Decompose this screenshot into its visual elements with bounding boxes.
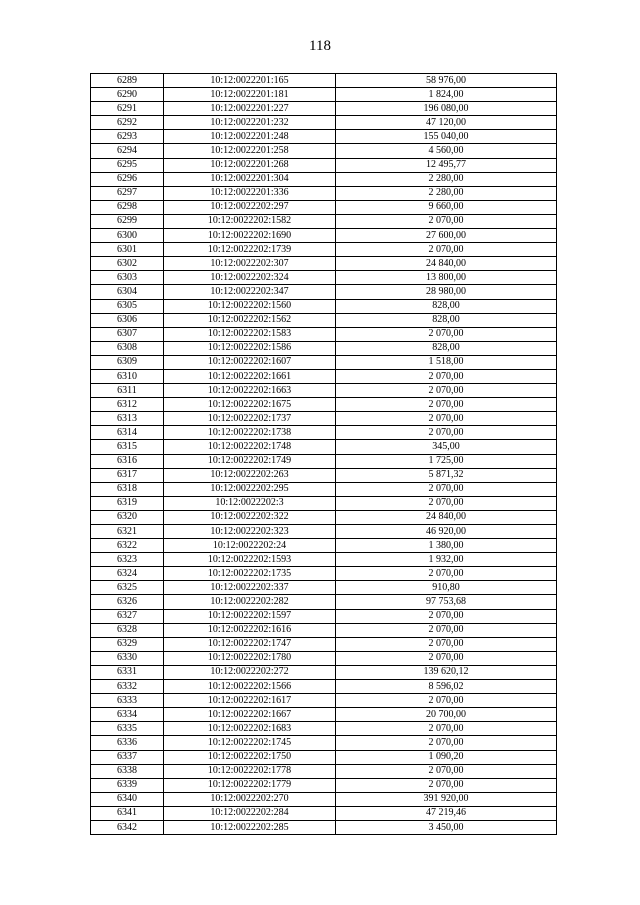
cadastral-number-cell: 10:12:0022202:1597	[164, 609, 336, 623]
cadastral-number-cell: 10:12:0022202:1745	[164, 736, 336, 750]
table-row	[91, 158, 557, 172]
row-number-cell: 6302	[91, 257, 164, 271]
cadastral-value-cell: 2 070,00	[336, 243, 557, 257]
cadastral-value-cell: 9 660,00	[336, 200, 557, 214]
cadastral-value-cell: 2 070,00	[336, 482, 557, 496]
table-row	[91, 313, 557, 327]
cadastral-number-cell: 10:12:0022202:272	[164, 665, 336, 679]
row-number-cell: 6312	[91, 398, 164, 412]
cadastral-value-cell: 2 070,00	[336, 384, 557, 398]
row-number-cell: 6327	[91, 609, 164, 623]
cadastral-value-cell: 155 040,00	[336, 130, 557, 144]
cadastral-value-cell: 2 070,00	[336, 426, 557, 440]
table-row	[91, 595, 557, 609]
row-number-cell: 6338	[91, 764, 164, 778]
table-row	[91, 200, 557, 214]
row-number-cell: 6291	[91, 102, 164, 116]
cadastral-value-cell: 8 596,02	[336, 680, 557, 694]
row-number-cell: 6301	[91, 243, 164, 257]
cadastral-value-cell: 24 840,00	[336, 257, 557, 271]
cadastral-number-cell: 10:12:0022201:232	[164, 116, 336, 130]
cadastral-number-cell: 10:12:0022202:1747	[164, 637, 336, 651]
cadastral-value-cell: 2 280,00	[336, 186, 557, 200]
cadastral-number-cell: 10:12:0022202:1778	[164, 764, 336, 778]
table-row	[91, 553, 557, 567]
cadastral-number-cell: 10:12:0022202:1607	[164, 355, 336, 369]
row-number-cell: 6331	[91, 665, 164, 679]
cadastral-value-cell: 2 070,00	[336, 694, 557, 708]
row-number-cell: 6341	[91, 806, 164, 820]
cadastral-number-cell: 10:12:0022202:1562	[164, 313, 336, 327]
row-number-cell: 6330	[91, 651, 164, 665]
cadastral-number-cell: 10:12:0022202:347	[164, 285, 336, 299]
row-number-cell: 6332	[91, 680, 164, 694]
cadastral-number-cell: 10:12:0022202:1750	[164, 750, 336, 764]
row-number-cell: 6311	[91, 384, 164, 398]
cadastral-value-cell: 1 090,20	[336, 750, 557, 764]
table-row	[91, 525, 557, 539]
row-number-cell: 6295	[91, 158, 164, 172]
cadastral-number-cell: 10:12:0022202:1675	[164, 398, 336, 412]
row-number-cell: 6313	[91, 412, 164, 426]
table-row	[91, 496, 557, 510]
cadastral-number-cell: 10:12:0022202:24	[164, 539, 336, 553]
table-row	[91, 722, 557, 736]
cadastral-value-cell: 24 840,00	[336, 510, 557, 524]
table-row	[91, 792, 557, 806]
cadastral-number-cell: 10:12:0022202:282	[164, 595, 336, 609]
table-row	[91, 285, 557, 299]
table-row	[91, 74, 557, 88]
cadastral-number-cell: 10:12:0022202:1661	[164, 369, 336, 383]
table-row	[91, 778, 557, 792]
row-number-cell: 6294	[91, 144, 164, 158]
row-number-cell: 6297	[91, 186, 164, 200]
row-number-cell: 6337	[91, 750, 164, 764]
cadastral-value-cell: 828,00	[336, 313, 557, 327]
cadastral-value-cell: 20 700,00	[336, 708, 557, 722]
row-number-cell: 6342	[91, 820, 164, 834]
cadastral-number-cell: 10:12:0022201:304	[164, 172, 336, 186]
row-number-cell: 6305	[91, 299, 164, 313]
cadastral-value-cell: 27 600,00	[336, 229, 557, 243]
table-row	[91, 384, 557, 398]
cadastral-value-cell: 2 070,00	[336, 778, 557, 792]
cadastral-number-cell: 10:12:0022202:1667	[164, 708, 336, 722]
row-number-cell: 6318	[91, 482, 164, 496]
table-row	[91, 355, 557, 369]
cadastral-value-cell: 2 070,00	[336, 327, 557, 341]
row-number-cell: 6303	[91, 271, 164, 285]
cadastral-number-cell: 10:12:0022202:1739	[164, 243, 336, 257]
cadastral-number-cell: 10:12:0022202:1737	[164, 412, 336, 426]
cadastral-value-cell: 828,00	[336, 341, 557, 355]
table-row	[91, 214, 557, 228]
cadastral-number-cell: 10:12:0022202:1582	[164, 214, 336, 228]
cadastral-value-cell: 58 976,00	[336, 74, 557, 88]
cadastral-number-cell: 10:12:0022202:322	[164, 510, 336, 524]
table-row	[91, 539, 557, 553]
cadastral-value-cell: 28 980,00	[336, 285, 557, 299]
table-row	[91, 369, 557, 383]
table-row	[91, 116, 557, 130]
row-number-cell: 6323	[91, 553, 164, 567]
page-number: 118	[309, 38, 331, 54]
table-row	[91, 764, 557, 778]
cadastral-value-cell: 5 871,32	[336, 468, 557, 482]
table-row	[91, 820, 557, 834]
table-row	[91, 327, 557, 341]
cadastral-number-cell: 10:12:0022202:337	[164, 581, 336, 595]
row-number-cell: 6314	[91, 426, 164, 440]
table-row	[91, 102, 557, 116]
cadastral-number-cell: 10:12:0022201:165	[164, 74, 336, 88]
row-number-cell: 6310	[91, 369, 164, 383]
cadastral-number-cell: 10:12:0022202:307	[164, 257, 336, 271]
cadastral-number-cell: 10:12:0022201:258	[164, 144, 336, 158]
table-row	[91, 482, 557, 496]
table-row	[91, 412, 557, 426]
row-number-cell: 6334	[91, 708, 164, 722]
cadastral-value-cell: 97 753,68	[336, 595, 557, 609]
cadastral-number-cell: 10:12:0022202:324	[164, 271, 336, 285]
cadastral-value-cell: 47 219,46	[336, 806, 557, 820]
table-body	[91, 74, 557, 835]
table-row	[91, 398, 557, 412]
row-number-cell: 6336	[91, 736, 164, 750]
cadastral-value-cell: 2 070,00	[336, 651, 557, 665]
cadastral-number-cell: 10:12:0022202:1780	[164, 651, 336, 665]
table-row	[91, 299, 557, 313]
row-number-cell: 6289	[91, 74, 164, 88]
cadastral-value-cell: 828,00	[336, 299, 557, 313]
cadastral-value-cell: 2 070,00	[336, 369, 557, 383]
cadastral-number-cell: 10:12:0022202:3	[164, 496, 336, 510]
row-number-cell: 6304	[91, 285, 164, 299]
cadastral-value-cell: 46 920,00	[336, 525, 557, 539]
cadastral-number-cell: 10:12:0022202:1560	[164, 299, 336, 313]
cadastral-number-cell: 10:12:0022201:227	[164, 102, 336, 116]
cadastral-number-cell: 10:12:0022202:1586	[164, 341, 336, 355]
table-row	[91, 637, 557, 651]
row-number-cell: 6296	[91, 172, 164, 186]
cadastral-value-cell: 196 080,00	[336, 102, 557, 116]
cadastral-number-cell: 10:12:0022201:336	[164, 186, 336, 200]
cadastral-value-table	[90, 73, 557, 835]
cadastral-value-cell: 2 070,00	[336, 567, 557, 581]
cadastral-value-cell: 1 932,00	[336, 553, 557, 567]
row-number-cell: 6298	[91, 200, 164, 214]
table-row	[91, 750, 557, 764]
row-number-cell: 6340	[91, 792, 164, 806]
cadastral-value-cell: 3 450,00	[336, 820, 557, 834]
cadastral-value-cell: 2 070,00	[336, 496, 557, 510]
cadastral-number-cell: 10:12:0022202:284	[164, 806, 336, 820]
table-row	[91, 341, 557, 355]
row-number-cell: 6325	[91, 581, 164, 595]
table-row	[91, 694, 557, 708]
table-row	[91, 623, 557, 637]
row-number-cell: 6299	[91, 214, 164, 228]
cadastral-value-cell: 2 070,00	[336, 764, 557, 778]
cadastral-number-cell: 10:12:0022202:1617	[164, 694, 336, 708]
row-number-cell: 6333	[91, 694, 164, 708]
table-row	[91, 186, 557, 200]
row-number-cell: 6309	[91, 355, 164, 369]
table-row	[91, 567, 557, 581]
row-number-cell: 6308	[91, 341, 164, 355]
cadastral-number-cell: 10:12:0022202:1566	[164, 680, 336, 694]
row-number-cell: 6329	[91, 637, 164, 651]
table-row	[91, 468, 557, 482]
cadastral-value-cell: 391 920,00	[336, 792, 557, 806]
cadastral-number-cell: 10:12:0022202:1690	[164, 229, 336, 243]
cadastral-value-cell: 12 495,77	[336, 158, 557, 172]
table-row	[91, 229, 557, 243]
cadastral-number-cell: 10:12:0022202:1663	[164, 384, 336, 398]
row-number-cell: 6317	[91, 468, 164, 482]
cadastral-number-cell: 10:12:0022202:1683	[164, 722, 336, 736]
cadastral-value-cell: 2 070,00	[336, 609, 557, 623]
row-number-cell: 6322	[91, 539, 164, 553]
cadastral-value-cell: 2 070,00	[336, 722, 557, 736]
cadastral-number-cell: 10:12:0022201:268	[164, 158, 336, 172]
cadastral-value-cell: 2 070,00	[336, 214, 557, 228]
cadastral-number-cell: 10:12:0022201:181	[164, 88, 336, 102]
table-row	[91, 680, 557, 694]
row-number-cell: 6292	[91, 116, 164, 130]
cadastral-value-cell: 1 518,00	[336, 355, 557, 369]
cadastral-number-cell: 10:12:0022202:1748	[164, 440, 336, 454]
cadastral-value-cell: 4 560,00	[336, 144, 557, 158]
cadastral-number-cell: 10:12:0022202:1593	[164, 553, 336, 567]
row-number-cell: 6316	[91, 454, 164, 468]
table-row	[91, 454, 557, 468]
cadastral-number-cell: 10:12:0022202:1779	[164, 778, 336, 792]
cadastral-number-cell: 10:12:0022202:1616	[164, 623, 336, 637]
row-number-cell: 6293	[91, 130, 164, 144]
cadastral-number-cell: 10:12:0022202:323	[164, 525, 336, 539]
table-row	[91, 426, 557, 440]
cadastral-value-cell: 13 800,00	[336, 271, 557, 285]
cadastral-value-cell: 2 070,00	[336, 637, 557, 651]
row-number-cell: 6320	[91, 510, 164, 524]
row-number-cell: 6326	[91, 595, 164, 609]
cadastral-value-cell: 345,00	[336, 440, 557, 454]
row-number-cell: 6328	[91, 623, 164, 637]
row-number-cell: 6307	[91, 327, 164, 341]
table-row	[91, 708, 557, 722]
row-number-cell: 6335	[91, 722, 164, 736]
table-row	[91, 172, 557, 186]
cadastral-value-cell: 2 070,00	[336, 398, 557, 412]
cadastral-number-cell: 10:12:0022202:297	[164, 200, 336, 214]
row-number-cell: 6315	[91, 440, 164, 454]
row-number-cell: 6319	[91, 496, 164, 510]
table-row	[91, 736, 557, 750]
cadastral-number-cell: 10:12:0022202:1738	[164, 426, 336, 440]
table-row	[91, 609, 557, 623]
cadastral-value-cell: 47 120,00	[336, 116, 557, 130]
cadastral-value-cell: 1 380,00	[336, 539, 557, 553]
cadastral-number-cell: 10:12:0022202:270	[164, 792, 336, 806]
cadastral-number-cell: 10:12:0022202:285	[164, 820, 336, 834]
row-number-cell: 6324	[91, 567, 164, 581]
row-number-cell: 6339	[91, 778, 164, 792]
row-number-cell: 6306	[91, 313, 164, 327]
cadastral-number-cell: 10:12:0022202:263	[164, 468, 336, 482]
cadastral-number-cell: 10:12:0022202:1749	[164, 454, 336, 468]
table-row	[91, 257, 557, 271]
table-row	[91, 243, 557, 257]
table-row	[91, 271, 557, 285]
cadastral-number-cell: 10:12:0022201:248	[164, 130, 336, 144]
row-number-cell: 6321	[91, 525, 164, 539]
cadastral-value-cell: 910,80	[336, 581, 557, 595]
cadastral-value-cell: 1 824,00	[336, 88, 557, 102]
cadastral-number-cell: 10:12:0022202:1583	[164, 327, 336, 341]
cadastral-value-cell: 1 725,00	[336, 454, 557, 468]
table-row	[91, 651, 557, 665]
table-row	[91, 144, 557, 158]
cadastral-value-cell: 2 070,00	[336, 623, 557, 637]
row-number-cell: 6290	[91, 88, 164, 102]
cadastral-value-cell: 2 070,00	[336, 736, 557, 750]
cadastral-number-cell: 10:12:0022202:295	[164, 482, 336, 496]
table-row	[91, 665, 557, 679]
table-row	[91, 581, 557, 595]
cadastral-value-cell: 139 620,12	[336, 665, 557, 679]
cadastral-number-cell: 10:12:0022202:1735	[164, 567, 336, 581]
table-row	[91, 510, 557, 524]
table-row	[91, 130, 557, 144]
row-number-cell: 6300	[91, 229, 164, 243]
table-row	[91, 88, 557, 102]
cadastral-value-cell: 2 070,00	[336, 412, 557, 426]
table-row	[91, 440, 557, 454]
table-row	[91, 806, 557, 820]
cadastral-value-cell: 2 280,00	[336, 172, 557, 186]
